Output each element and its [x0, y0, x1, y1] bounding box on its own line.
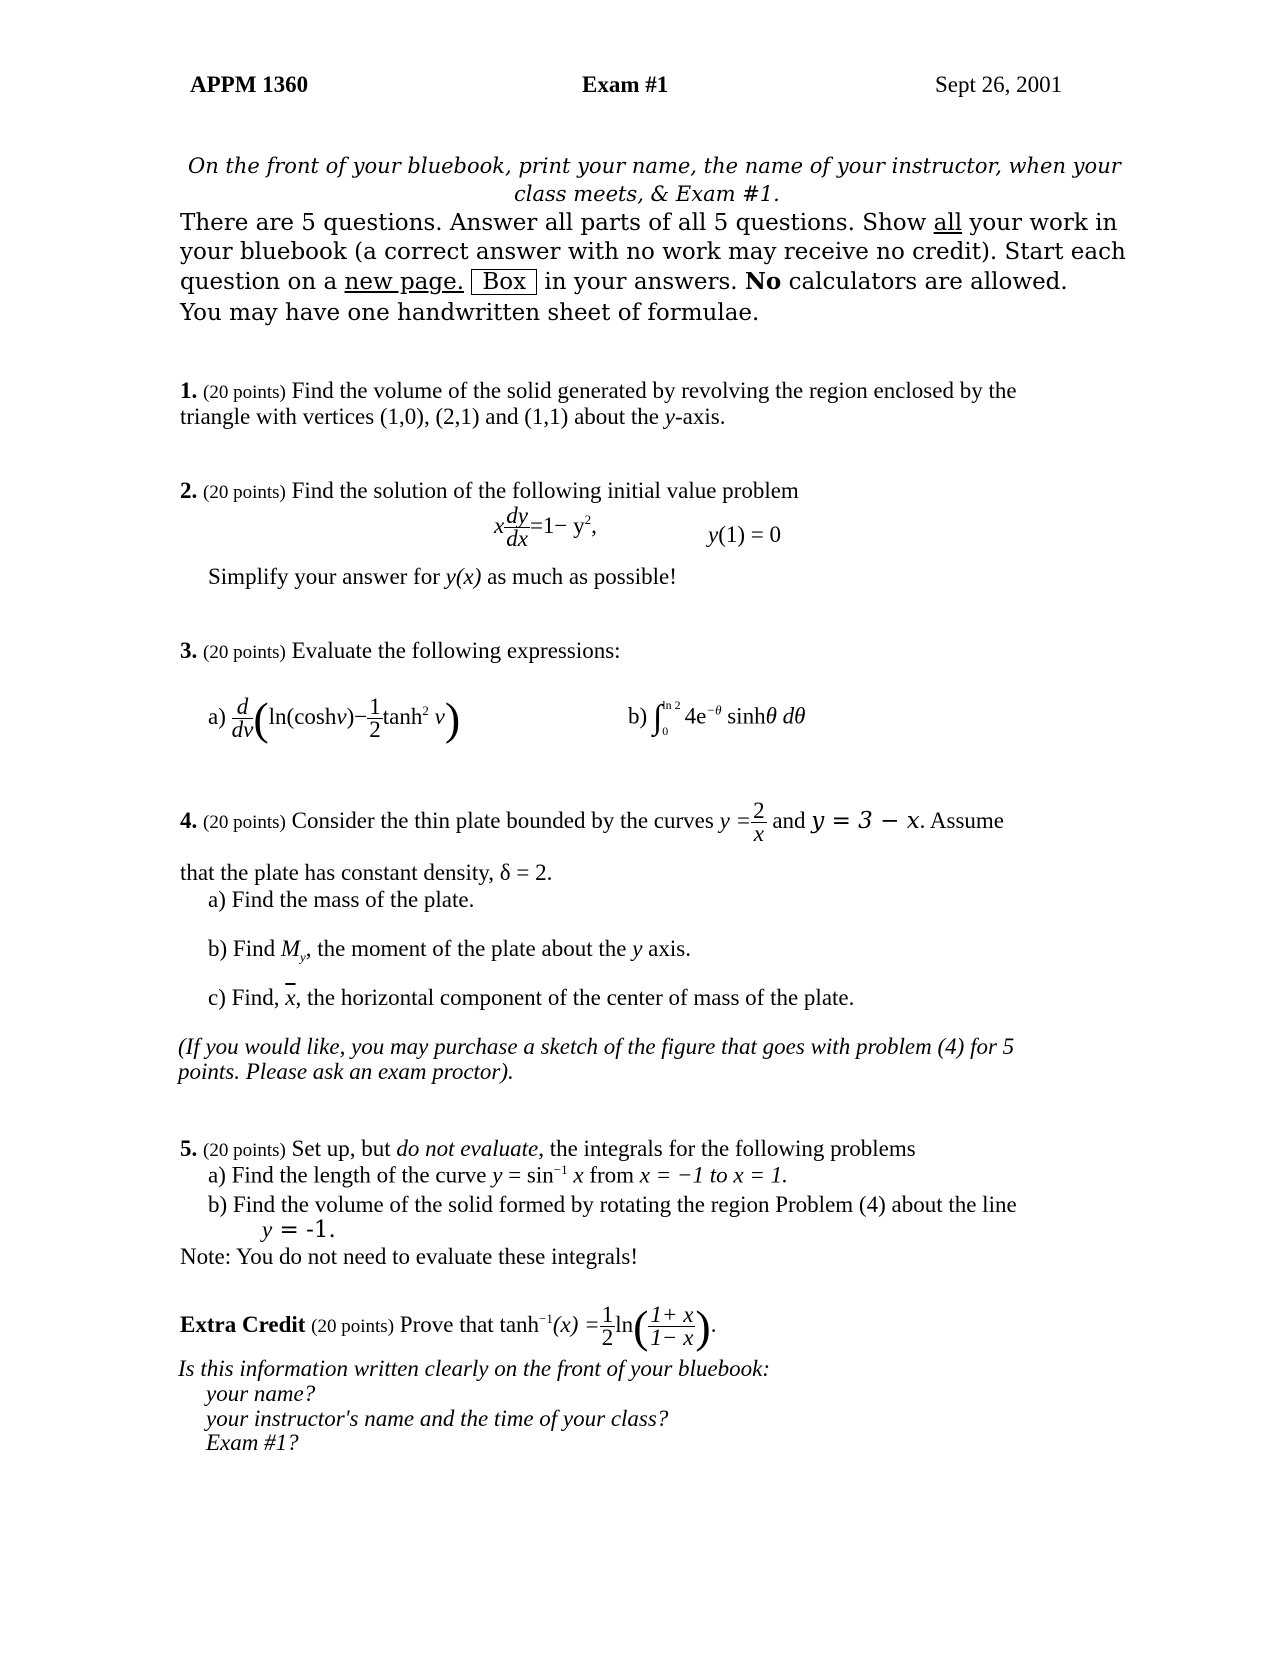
q4-part-c [208, 985, 854, 1011]
frac-den: 2 [369, 717, 381, 742]
question-text: as much as possible! [481, 564, 677, 589]
rules-box: Box [471, 269, 537, 295]
checklist-title: Is this information written clearly on the front of your bluebook: [178, 1356, 770, 1381]
question-text: Evaluate the following expressions: [291, 638, 621, 663]
comma: , [591, 512, 597, 538]
q5-part-b: b) Find the volume of the solid formed by rotating the region Problem (4) about the line [208, 1192, 1017, 1217]
question-text: , the moment of the plate about the [305, 936, 633, 961]
eq-rhs: =1− y [529, 512, 585, 538]
rules-line-4: You may have one handwritten sheet of formulae. [180, 300, 760, 326]
frac-num: dy [506, 503, 528, 528]
rules-text: in your answers. [537, 269, 745, 295]
rules-no: No [744, 268, 782, 295]
question-text: -axis. [674, 404, 726, 429]
question-text: , the integrals for the following problems [538, 1136, 916, 1161]
var-y: y [262, 1217, 273, 1242]
rules-text: question on a [180, 269, 345, 295]
frac-num: 1 [601, 1302, 614, 1327]
q4-part-a: a) Find the mass of the plate. [208, 887, 475, 912]
integral-upper: ln 2 [662, 698, 681, 712]
question-2 [180, 478, 799, 504]
var-v: v [434, 703, 445, 729]
question-text: Simplify your answer for [208, 564, 446, 589]
part-label: b) [628, 703, 648, 729]
expr-text: = -1. [272, 1217, 336, 1243]
period: . [710, 1311, 717, 1337]
exam-title: Exam #1 [582, 72, 669, 97]
question-text: Find the volume of the solid generated by revolving the region enclosed by the [291, 378, 1017, 403]
frac-den: 2 [601, 1325, 614, 1350]
q5-part-a [208, 1162, 788, 1189]
var-y: y [664, 404, 675, 429]
q2-initial-condition [708, 522, 781, 548]
frac-den: 1− x [650, 1325, 694, 1350]
var-theta: θ [765, 703, 777, 729]
question-text: b) Find [208, 936, 281, 961]
question-text: Set up, but [291, 1136, 397, 1161]
question-text: . Assume [919, 807, 1005, 833]
expr-text: ln(cosh [268, 703, 337, 729]
extra-credit: Extra Credit (20 points) Prove that $\tanh^{-1}(x)$ = $\frac{1}{2}$ ln( $\frac{1+ x}{1- x}$ ). [180, 1301, 717, 1352]
rules-line-2: your bluebook (a correct answer with no work may receive no credit). Start each [180, 239, 1126, 265]
question-1 [180, 378, 1017, 404]
question-number: 4. [180, 807, 198, 833]
rules-line-1 [180, 210, 1117, 236]
q5-part-b-line-2 [262, 1217, 336, 1243]
part-label: a) [208, 703, 226, 729]
exponent: −1 [553, 1162, 568, 1177]
frac-den: x [753, 821, 764, 846]
rules-all: all [933, 210, 963, 236]
question-text: c) Find, [208, 985, 286, 1010]
var-x-bar: $\overline{x}$ [285, 985, 296, 1010]
question-number: 5. [180, 1136, 198, 1161]
extra-credit-title: Extra Credit [180, 1311, 306, 1337]
expr-text: tanh [499, 1311, 540, 1337]
subscript: y [300, 949, 306, 965]
points-label: (20 points) [203, 382, 286, 403]
var-y: y [445, 564, 456, 589]
q2-equation [494, 505, 597, 550]
rules-text: There are 5 questions. Answer all parts of all 5 questions. Show [180, 210, 934, 236]
question-text: triangle with vertices (1,0), (2,1) and (1,1) about the [180, 404, 665, 429]
var-m: M [280, 936, 301, 961]
q5-note: Note: You do not need to evaluate these integrals! [180, 1244, 638, 1269]
question-3 [180, 638, 621, 664]
question-emphasis: do not evaluate [396, 1136, 539, 1161]
var-y: y [492, 1162, 503, 1188]
points-label: (20 points) [203, 1140, 286, 1161]
var-x: (x) [455, 564, 482, 589]
integral-lower: 0 [662, 724, 669, 738]
q4-part-b [208, 936, 691, 966]
exponent: −1 [539, 1311, 553, 1327]
exam-date: Sept 26, 2001 [935, 72, 1063, 97]
q4-density: that the plate has constant density, δ = 2. [180, 860, 553, 885]
points-label: (20 points) [203, 482, 286, 503]
rules-text: calculators are allowed. [781, 269, 1068, 295]
var-y: y [632, 936, 643, 961]
question-5 [180, 1136, 916, 1162]
var-y: y [708, 522, 719, 547]
question-4 [180, 800, 1004, 845]
condition-text: (1) = 0 [718, 522, 782, 547]
expr-text: ln [615, 1311, 634, 1337]
question-text: axis. [642, 936, 691, 961]
question-text: Prove that [399, 1311, 500, 1337]
expr-text: x = −1 to x = 1. [639, 1162, 788, 1188]
question-text: a) Find the length of the curve [208, 1162, 493, 1188]
question-text: Find the solution of the following initial value problem [291, 478, 799, 503]
question-text: from [583, 1162, 640, 1188]
question-1-line-2 [180, 404, 725, 430]
expr-text: y = [719, 807, 752, 833]
rules-text: your work in [962, 210, 1118, 236]
var-x: x [567, 1162, 584, 1188]
question-number: 2. [180, 478, 198, 503]
rules-new-page: new page. [344, 269, 465, 295]
frac-num: d [232, 696, 254, 719]
var-v: v [336, 703, 347, 729]
expr-text: = sin [502, 1162, 554, 1188]
exponent: 2 [422, 703, 429, 719]
frac-num: 1 [369, 694, 381, 719]
checklist-instructor: your instructor's name and the time of your class? [206, 1406, 669, 1431]
frac-den: dv [231, 717, 254, 742]
expr-text: (x) = [552, 1311, 600, 1337]
expr-text: y = 3 − x [811, 807, 920, 834]
expr-text: sinh [721, 703, 766, 729]
expr-text: dθ [776, 703, 806, 729]
q3-part-b [628, 692, 805, 744]
expr-text: )− [346, 703, 368, 729]
frac-num: 2 [753, 798, 765, 823]
frac-num: 1+ x [650, 1302, 694, 1327]
integral-sign-icon: ∫ [652, 699, 663, 736]
bluebook-instruction-2: class meets, & Exam #1. [514, 182, 780, 206]
checklist-name: your name? [206, 1381, 316, 1406]
q3-part-a: a) $\frac{d}{dv}$ (ln(coshv)− $\frac{1}{2}$ $\tanh^2 v$) [208, 693, 461, 744]
points-label: (20 points) [203, 811, 286, 833]
bluebook-instruction-1: On the front of your bluebook, print your name, the name of your instructor, when your [188, 154, 1121, 178]
question-text: , the horizontal component of the center of mass of the plate. [295, 985, 855, 1010]
expr-text: tanh [382, 703, 423, 729]
q4-note-1: (If you would like, you may purchase a sketch of the figure that goes with problem (4) for 5 [178, 1034, 1015, 1059]
points-label: (20 points) [311, 1315, 395, 1337]
points-label: (20 points) [203, 642, 286, 663]
question-text: and [766, 807, 812, 833]
question-number: 3. [180, 638, 198, 663]
question-text: Consider the thin plate bounded by the curves [291, 807, 720, 833]
checklist-exam: Exam #1? [206, 1430, 299, 1455]
exponent: −θ [706, 702, 722, 718]
var-x: x [494, 512, 505, 538]
question-number: 1. [180, 378, 198, 403]
expr-text: 4e [684, 703, 707, 729]
frac-den: dx [506, 526, 528, 551]
q4-note-2: points. Please ask an exam proctor). [178, 1059, 514, 1084]
q2-simplify [208, 564, 677, 590]
rules-line-3 [180, 268, 1068, 295]
exponent: 2 [584, 512, 592, 528]
course-code: APPM 1360 [190, 72, 309, 97]
